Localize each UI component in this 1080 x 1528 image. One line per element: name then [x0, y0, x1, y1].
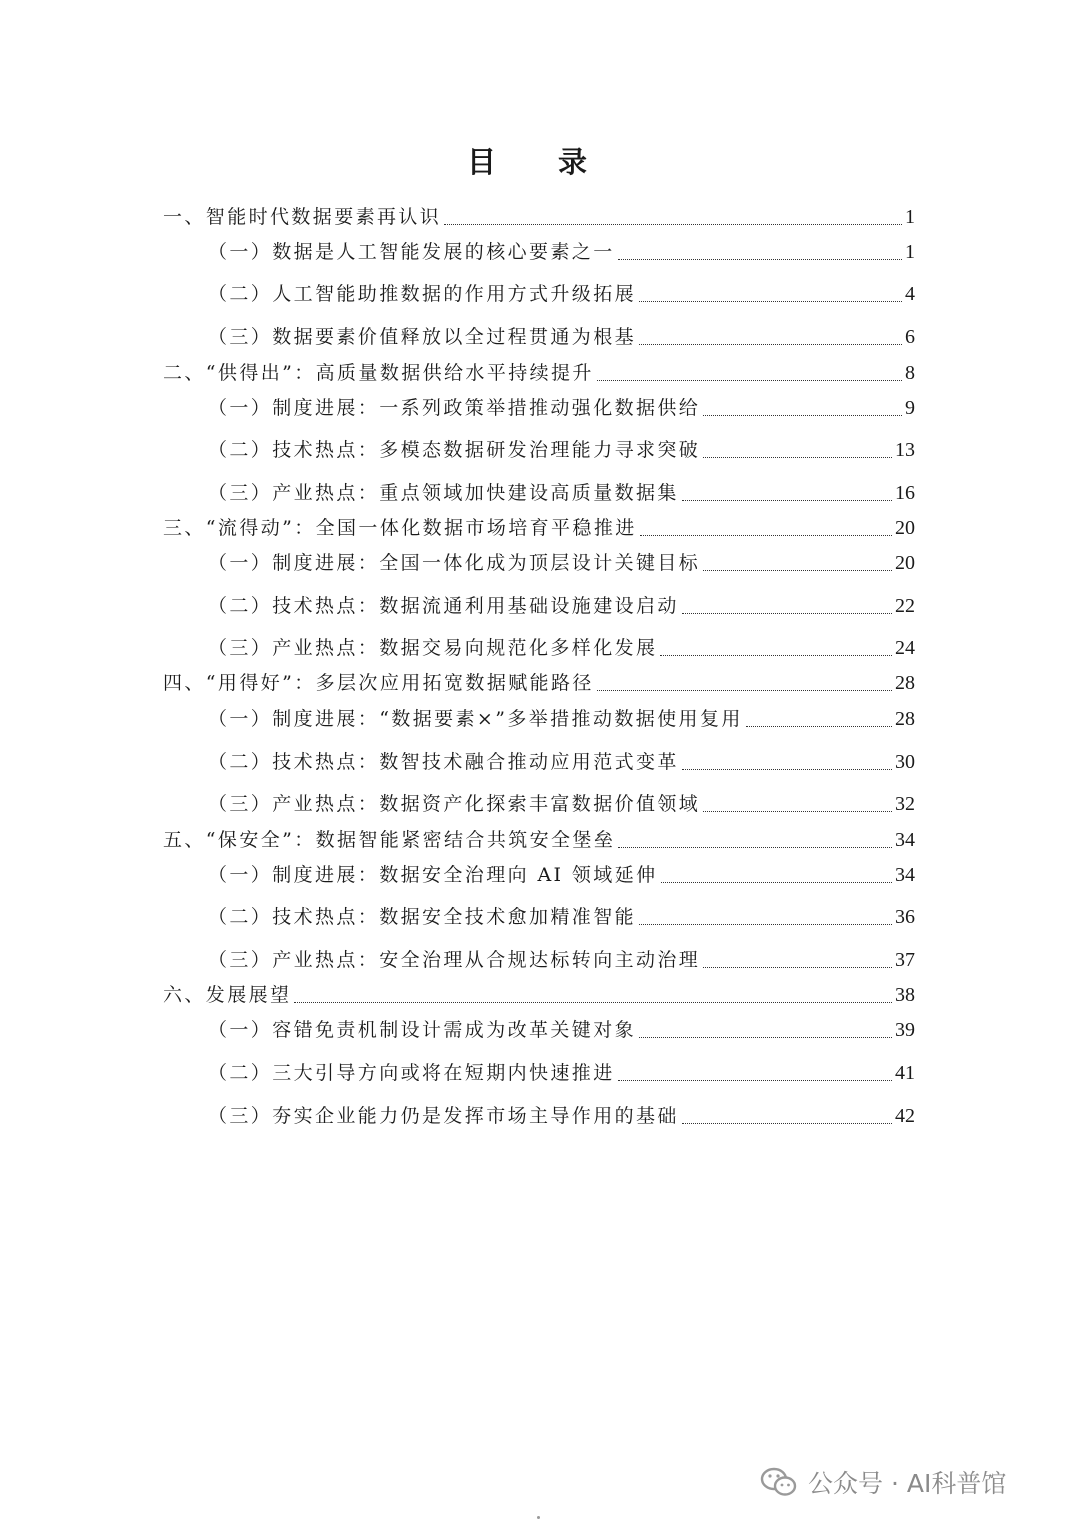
toc-section-entry[interactable]	[208, 860, 915, 890]
toc-entry-title: （三）数据要素价值释放以全过程贯通为根基	[208, 326, 637, 348]
toc-section-entry[interactable]	[208, 435, 915, 465]
toc-dot-leader	[682, 1123, 892, 1124]
toc-chapter-entry[interactable]	[163, 513, 915, 543]
toc-dot-leader	[703, 415, 902, 416]
toc-dot-leader	[639, 1037, 892, 1038]
toc-entry-title: （二）技术热点：数智技术融合推动应用范式变革	[208, 751, 679, 773]
toc-section-entry[interactable]	[208, 902, 915, 932]
toc-page-number: 28	[895, 672, 915, 694]
toc-entry-title: （一）容错免责机制设计需成为改革关键对象	[208, 1019, 637, 1041]
toc-dot-leader	[703, 811, 892, 812]
watermark-text: 公众号 · AI科普馆	[808, 1469, 1007, 1498]
toc-dot-leader	[682, 769, 892, 770]
toc-entry-title: （一）制度进展：一系列政策举措推动强化数据供给	[208, 397, 701, 419]
toc-page-number: 32	[895, 793, 915, 815]
toc-page-number: 4	[905, 283, 915, 305]
toc-entry-title: 五、“保安全”：数据智能紧密结合共筑安全堡垒	[163, 829, 616, 851]
toc-chapter-entry[interactable]	[163, 980, 915, 1010]
toc-page-number: 34	[895, 829, 915, 851]
toc-chapter-entry[interactable]	[163, 825, 915, 855]
toc-dot-leader	[682, 613, 892, 614]
toc-dot-leader	[640, 535, 892, 536]
toc-entry-title: （一）制度进展：全国一体化成为顶层设计关键目标	[208, 552, 701, 574]
toc-entry-title: 六、发展展望	[163, 984, 292, 1006]
toc-chapter-entry[interactable]	[163, 358, 915, 388]
toc-page-number: 1	[905, 206, 915, 228]
toc-section-entry[interactable]	[208, 945, 915, 975]
toc-page-number: 42	[895, 1105, 915, 1127]
toc-entry-title: （三）夯实企业能力仍是发挥市场主导作用的基础	[208, 1105, 679, 1127]
toc-section-entry[interactable]	[208, 548, 915, 578]
toc-page-number: 22	[895, 595, 915, 617]
toc-entry-title: （一）制度进展：数据安全治理向 AI 领域延伸	[208, 864, 658, 886]
toc-entry-title: 二、“供得出”：高质量数据供给水平持续提升	[163, 362, 594, 384]
toc-entry-title: （二）三大引导方向或将在短期内快速推进	[208, 1062, 615, 1084]
toc-dot-leader	[618, 1080, 892, 1081]
toc-dot-leader	[746, 726, 892, 727]
toc-page-number: 28	[895, 708, 915, 730]
toc-dot-leader	[660, 655, 892, 656]
toc-page-number: 39	[895, 1019, 915, 1041]
toc-section-entry[interactable]	[208, 1101, 915, 1131]
toc-section-entry[interactable]	[208, 478, 915, 508]
toc-entry-title: （二）技术热点：数据流通利用基础设施建设启动	[208, 595, 679, 617]
toc-entry-title: 三、“流得动”：全国一体化数据市场培育平稳推进	[163, 517, 637, 539]
toc-section-entry[interactable]	[208, 591, 915, 621]
toc-dot-leader	[639, 301, 902, 302]
toc-section-entry[interactable]	[208, 1015, 915, 1045]
toc-dot-leader	[294, 1002, 892, 1003]
toc-entry-title: （二）技术热点：数据安全技术愈加精准智能	[208, 906, 637, 928]
toc-page-number: 34	[895, 864, 915, 886]
toc-section-entry[interactable]	[208, 1058, 915, 1088]
toc-dot-leader	[597, 690, 892, 691]
toc-section-entry[interactable]	[208, 322, 915, 352]
toc-section-entry[interactable]	[208, 279, 915, 309]
toc-page-number: 41	[895, 1062, 915, 1084]
toc-page-number: 20	[895, 517, 915, 539]
toc-title: 目 录	[466, 145, 614, 179]
toc-page-number: 36	[895, 906, 915, 928]
page-marker-dot	[537, 1516, 540, 1519]
toc-dot-leader	[597, 380, 902, 381]
toc-entry-title: （一）数据是人工智能发展的核心要素之一	[208, 241, 615, 263]
toc-page-number: 1	[905, 241, 915, 263]
toc-page-number: 13	[895, 439, 915, 461]
toc-page-number: 6	[905, 326, 915, 348]
toc-page-number: 9	[905, 397, 915, 419]
toc-dot-leader	[639, 344, 902, 345]
toc-entry-title: （三）产业热点：数据资产化探索丰富数据价值领域	[208, 793, 701, 815]
toc-page-number: 37	[895, 949, 915, 971]
toc-entry-title: （三）产业热点：安全治理从合规达标转向主动治理	[208, 949, 701, 971]
toc-page-number: 20	[895, 552, 915, 574]
toc-page-number: 16	[895, 482, 915, 504]
toc-dot-leader	[682, 500, 892, 501]
toc-dot-leader	[703, 457, 892, 458]
toc-dot-leader	[703, 967, 892, 968]
toc-entry-title: 一、智能时代数据要素再认识	[163, 206, 442, 228]
toc-entry-title: （三）产业热点：数据交易向规范化多样化发展	[208, 637, 658, 659]
toc-page-number: 38	[895, 984, 915, 1006]
toc-entry-title: （三）产业热点：重点领域加快建设高质量数据集	[208, 482, 679, 504]
toc-dot-leader	[618, 847, 892, 848]
toc-dot-leader	[444, 224, 902, 225]
toc-chapter-entry[interactable]	[163, 202, 915, 232]
toc-section-entry[interactable]	[208, 789, 915, 819]
toc-dot-leader	[661, 882, 892, 883]
toc-section-entry[interactable]	[208, 747, 915, 777]
toc-entry-title: （二）技术热点：多模态数据研发治理能力寻求突破	[208, 439, 701, 461]
watermark	[760, 1460, 1006, 1504]
toc-entry-title: （一）制度进展：“数据要素×”多举措推动数据使用复用	[208, 708, 743, 730]
toc-dot-leader	[618, 259, 902, 260]
toc-entry-title: （二）人工智能助推数据的作用方式升级拓展	[208, 283, 637, 305]
toc-entry-title: 四、“用得好”：多层次应用拓宽数据赋能路径	[163, 672, 594, 694]
toc-dot-leader	[703, 570, 892, 571]
toc-section-entry[interactable]	[208, 633, 915, 663]
wechat-icon	[760, 1466, 798, 1498]
toc-page-number: 24	[895, 637, 915, 659]
toc-section-entry[interactable]	[208, 704, 915, 734]
toc-chapter-entry[interactable]	[163, 668, 915, 698]
toc-section-entry[interactable]	[208, 237, 915, 267]
toc-section-entry[interactable]	[208, 393, 915, 423]
toc-page-number: 30	[895, 751, 915, 773]
toc-dot-leader	[639, 924, 892, 925]
toc-page-number: 8	[905, 362, 915, 384]
